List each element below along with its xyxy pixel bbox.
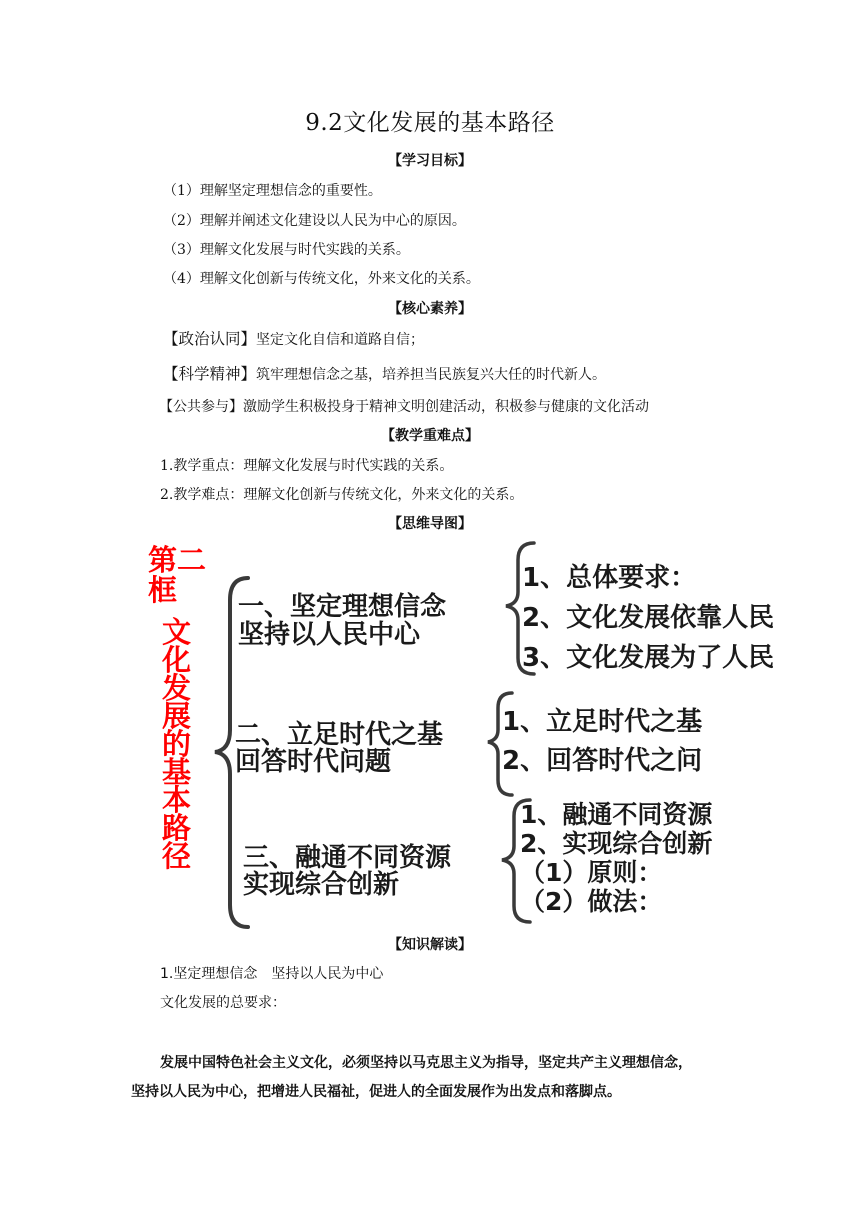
mind-map-root-char: 基 xyxy=(162,755,192,789)
branch-1-item-2: 2、文化发展依靠人民 xyxy=(522,603,775,633)
mind-map-root-char: 第二 xyxy=(148,543,207,577)
branch-3-item-4: （2）做法： xyxy=(520,887,663,916)
branch-2-item-1: 1、立足时代之基 xyxy=(502,707,703,737)
objective-item-2: （2）理解并阐述文化建设以人民为中心的原因。 xyxy=(163,213,466,229)
literacy-tag: 【科学精神】 xyxy=(163,365,257,383)
literacy-heading: 【核心素养】 xyxy=(388,301,472,317)
mindmap-heading: 【思维导图】 xyxy=(388,516,472,532)
keypoint-item-2: 2.教学难点：理解文化创新与传统文化，外来文化的关系。 xyxy=(160,487,524,503)
objectives-heading: 【学习目标】 xyxy=(388,153,472,169)
mind-map-root-char: 文 xyxy=(162,615,192,649)
literacy-text: 筑牢理想信念之基，培养担当民族复兴大任的时代新人。 xyxy=(256,367,607,383)
branch-3-item-3: （1）原则： xyxy=(520,858,663,887)
branch-1-item-1: 1、总体要求： xyxy=(522,563,697,593)
branch-1-label-2: 坚持以人民中心 xyxy=(238,620,421,650)
objective-item-3: （3）理解文化发展与时代实践的关系。 xyxy=(163,242,410,258)
branch-3-item-1: 1、融通不同资源 xyxy=(520,800,713,829)
mind-map-root-char: 路 xyxy=(162,811,192,845)
branch-3-item-2: 2、实现综合创新 xyxy=(520,829,713,858)
mind-map-root-char: 展 xyxy=(162,699,192,733)
mind-map-root-char: 化 xyxy=(162,643,192,677)
knowledge-heading: 【知识解读】 xyxy=(388,937,472,953)
literacy-tag: 【政治认同】 xyxy=(163,330,257,348)
knowledge-label: 文化发展的总要求： xyxy=(160,995,286,1011)
branch-3-label-1: 三、融通不同资源 xyxy=(243,843,452,873)
keypoints-heading: 【教学重难点】 xyxy=(381,428,479,444)
knowledge-subheading: 1.坚定理想信念 坚持以人民为中心 xyxy=(160,966,384,982)
keypoint-item-1: 1.教学重点：理解文化发展与时代实践的关系。 xyxy=(160,458,454,474)
objective-item-4: （4）理解文化创新与传统文化，外来文化的关系。 xyxy=(163,271,480,287)
mind-map-root-char: 发 xyxy=(162,671,192,705)
branch-1-label-1: 一、坚定理想信念 xyxy=(238,592,447,622)
literacy-item-1 xyxy=(163,327,424,349)
objective-item-1: （1）理解坚定理想信念的重要性。 xyxy=(163,183,382,199)
literacy-text: 激励学生积极投身于精神文明创建活动，积极参与健康的文化活动 xyxy=(243,399,649,415)
mind-map-root-char: 本 xyxy=(162,783,192,817)
branch-1-item-3: 3、文化发展为了人民 xyxy=(522,643,775,673)
branch-2-label-1: 二、立足时代之基 xyxy=(235,720,444,750)
mind-map-root-char: 径 xyxy=(162,839,192,873)
literacy-text: 坚定文化自信和道路自信； xyxy=(256,332,425,348)
branch-2-item-2: 2、回答时代之问 xyxy=(502,746,703,776)
mind-map-root xyxy=(148,543,206,873)
knowledge-paragraph-line-2: 坚持以人民为中心，把增进人民福祉，促进人的全面发展作为出发点和落脚点。 xyxy=(131,1084,621,1100)
literacy-tag: 【公共参与】 xyxy=(159,399,243,415)
mind-map-diagram xyxy=(140,540,830,935)
knowledge-paragraph-line-1: 发展中国特色社会主义文化，必须坚持以马克思主义为指导，坚定共产主义理想信念， xyxy=(160,1055,692,1071)
mind-map-root-char: 的 xyxy=(162,727,192,761)
literacy-item-2 xyxy=(163,362,606,384)
mind-map-root-char: 框 xyxy=(148,573,178,607)
literacy-item-3 xyxy=(159,396,649,416)
page-title: 9.2文化发展的基本路径 xyxy=(305,110,555,136)
branch-3-label-2: 实现综合创新 xyxy=(243,870,400,900)
branch-2-label-2: 回答时代问题 xyxy=(235,747,392,777)
